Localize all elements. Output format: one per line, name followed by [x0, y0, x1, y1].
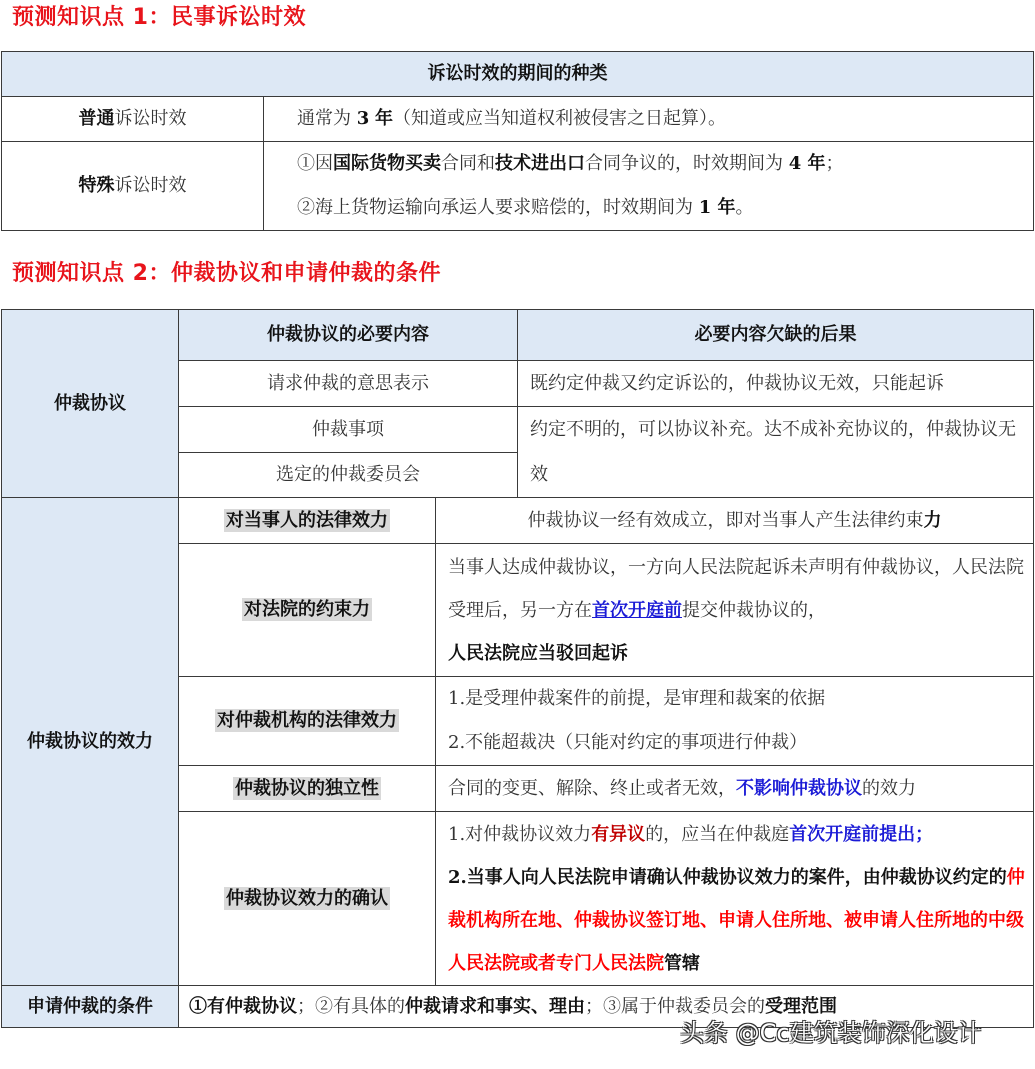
- special-content: [264, 142, 1034, 231]
- text: ②海上货物运输向承运人要求赔偿的，时效期间为: [297, 197, 693, 218]
- special-line-2: [297, 186, 1033, 230]
- table1-header: 诉讼时效的期间的种类: [2, 52, 1034, 97]
- confirmation-line-1: [448, 813, 1027, 856]
- ordinary-label: [2, 97, 264, 142]
- bold-text: 受理范围: [765, 995, 837, 1017]
- efficacy-label: 仲裁协议的效力: [2, 498, 179, 986]
- bold-text: 人民法院应当驳回起诉: [448, 642, 628, 664]
- years-number: 3: [356, 108, 370, 130]
- label-rest: 诉讼时效: [114, 175, 187, 197]
- bold-text: 技术进出口: [495, 153, 585, 174]
- bold-text: 力: [923, 509, 942, 531]
- arbitration-table: [1, 309, 1034, 1028]
- table-row: [2, 498, 1034, 544]
- text: 提交仲裁协议的，: [682, 599, 826, 621]
- highlighted-label: 对法院的约束力: [244, 599, 370, 621]
- text: ；②有具体的: [297, 995, 405, 1017]
- conditions-label: 申请仲裁的条件: [2, 986, 179, 1028]
- list-item: 2.不能超裁决（只能对约定的事项进行仲裁）: [448, 732, 808, 753]
- efficacy-row-label: [179, 766, 436, 812]
- text: 当事人达成仲裁协议，一方向人民法院起诉未声明有仲裁协议，人民法院受理后，另一方在: [448, 556, 1024, 621]
- blue-emphasis: 首次开庭前提出；: [789, 823, 934, 845]
- years-unit: 年: [375, 108, 393, 130]
- text: 合同的变更、解除、终止或者无效，: [448, 777, 736, 799]
- text: 通常为: [297, 108, 351, 130]
- section2-title: 预测知识点 2：仲裁协议和申请仲裁的条件: [12, 261, 441, 286]
- text: 合同和: [441, 153, 495, 174]
- text: 仲裁协议一经有效成立，即对当事人产生法律约束: [527, 509, 924, 531]
- red-emphasis: 有异议: [591, 823, 646, 845]
- consequence-1: 既约定仲裁又约定诉讼的，仲裁协议无效，只能起诉: [518, 361, 1034, 407]
- text: ；③属于仲裁委员会的: [585, 995, 765, 1017]
- text: 的效力: [862, 777, 916, 799]
- table-row: [2, 142, 1034, 231]
- agreement-label: 仲裁协议: [2, 310, 179, 498]
- efficacy-row-content: [436, 544, 1034, 677]
- label-bold: 特殊: [78, 175, 115, 197]
- efficacy-row-content: [436, 677, 1034, 766]
- efficacy-row-content: [436, 498, 1034, 544]
- highlighted-label: 仲裁协议效力的确认: [226, 887, 388, 909]
- text: ；: [825, 153, 844, 174]
- text: （知道或应当知道权利被侵害之日起算）。: [393, 108, 726, 130]
- ordinary-content: [264, 97, 1034, 142]
- red-emphasis: 仲裁机构所在地、仲裁协议签订地、申请人住所地、被申请人住所地的中级人民法院或者专门人民法院: [448, 866, 1025, 974]
- efficacy-row-content: [436, 812, 1034, 986]
- efficacy-row-label: [179, 677, 436, 766]
- bold-text: 国际货物买卖: [333, 153, 441, 174]
- efficacy-row-label: [179, 812, 436, 986]
- efficacy-row-label: [179, 498, 436, 544]
- section1-title: 预测知识点 1：民事诉讼时效: [12, 5, 306, 30]
- efficacy-row-label: [179, 544, 436, 677]
- required-item: 仲裁事项: [179, 407, 518, 453]
- text: 1.对仲裁协议效力: [448, 823, 592, 845]
- blue-emphasis: 不影响仲裁协议: [736, 777, 862, 799]
- text: 的，应当在仲裁庭: [645, 823, 790, 845]
- highlighted-label: 对仲裁机构的法律效力: [217, 710, 397, 732]
- watermark: 头条 @Cc建筑装饰深化设计: [680, 1019, 982, 1047]
- bold-text: ①有仲裁协议: [189, 995, 297, 1017]
- efficacy-row-content: [436, 766, 1034, 812]
- confirmation-line-2: [448, 856, 1027, 985]
- bold-text: 管辖: [664, 952, 700, 974]
- text: 。: [735, 197, 754, 218]
- label-bold: 普通: [78, 108, 115, 130]
- bold-text: 2.当事人向人民法院申请确认仲裁协议效力的案件，由仲裁协议约定的: [448, 866, 1007, 888]
- highlighted-label: 对当事人的法律效力: [226, 509, 388, 531]
- bold-text: 4 年: [788, 153, 826, 174]
- required-content-header: 仲裁协议的必要内容: [179, 310, 518, 361]
- text: 合同争议的，时效期间为: [585, 153, 783, 174]
- consequence-header: 必要内容欠缺的后果: [518, 310, 1034, 361]
- special-label: [2, 142, 264, 231]
- bold-text: 仲裁请求和事实、理由: [405, 995, 585, 1017]
- required-item: 请求仲裁的意思表示: [179, 361, 518, 407]
- limitation-period-table: [1, 51, 1034, 231]
- text: ①因: [297, 153, 333, 174]
- table-row: [2, 97, 1034, 142]
- first-hearing-link[interactable]: 首次开庭前: [592, 599, 682, 621]
- label-rest: 诉讼时效: [114, 108, 187, 130]
- consequence-2: 约定不明的，可以协议补充。达不成补充协议的，仲裁协议无效: [518, 407, 1034, 498]
- list-item: 1.是受理仲裁案件的前提，是审理和裁案的依据: [448, 688, 826, 709]
- special-line-1: [297, 142, 1033, 186]
- required-item: 选定的仲裁委员会: [179, 453, 518, 498]
- bold-text: 1 年: [698, 197, 736, 218]
- highlighted-label: 仲裁协议的独立性: [235, 777, 379, 799]
